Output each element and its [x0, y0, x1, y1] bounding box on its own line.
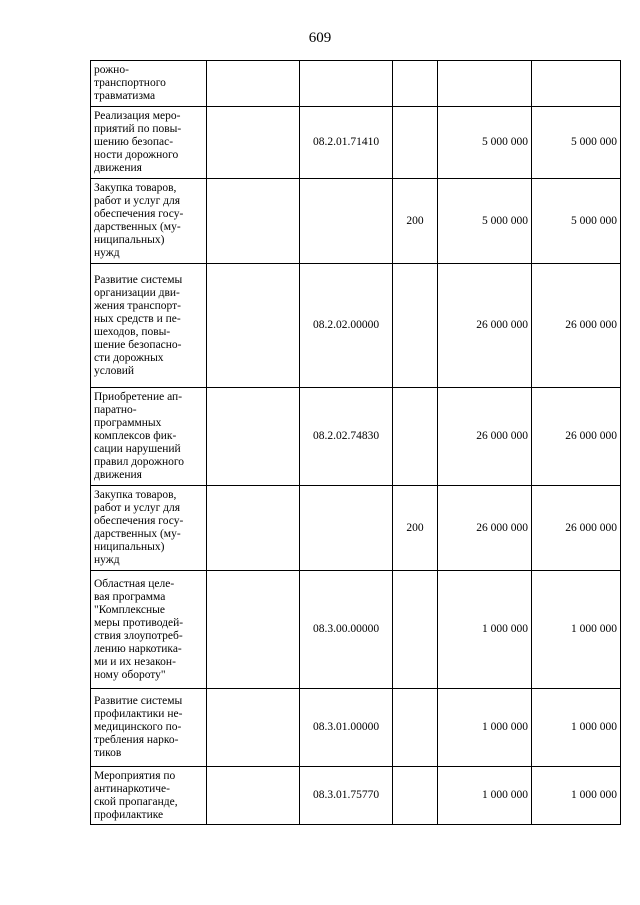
table-row — [91, 179, 621, 264]
row-amount-2-cell — [532, 61, 621, 107]
row-name-cell: Приобретение ап- паратно- программных комплексов фик- сации нарушений правил дорожного движения — [91, 388, 207, 486]
row-name-cell: Развитие системы профилактики не- медицинского по- требления нарко- тиков — [91, 689, 207, 767]
row-amount-1-cell: 1 000 000 — [438, 571, 532, 689]
table-row — [91, 388, 621, 486]
row-amount-2-cell: 5 000 000 — [532, 179, 621, 264]
row-expense-kind-cell — [393, 61, 438, 107]
row-name-cell: Закупка товаров, работ и услуг для обеспечения госу- дарственных (му- ниципальных) нужд — [91, 179, 207, 264]
row-amount-1-cell: 26 000 000 — [438, 264, 532, 388]
row-code-cell: 08.2.02.00000 — [300, 264, 393, 388]
row-code-cell — [300, 179, 393, 264]
page-number: 609 — [308, 30, 332, 46]
table-row — [91, 107, 621, 179]
row-amount-1-cell: 1 000 000 — [438, 689, 532, 767]
table-row — [91, 689, 621, 767]
row-name-cell: Реализация меро- приятий по повы- шению безопас- ности дорожного движения — [91, 107, 207, 179]
row-empty-cell — [207, 179, 300, 264]
row-amount-2-cell: 26 000 000 — [532, 388, 621, 486]
row-expense-kind-cell — [393, 264, 438, 388]
row-empty-cell — [207, 388, 300, 486]
budget-table — [90, 60, 621, 825]
row-amount-2-cell: 5 000 000 — [532, 107, 621, 179]
row-code-cell: 08.2.01.71410 — [300, 107, 393, 179]
row-expense-kind-cell — [393, 689, 438, 767]
row-expense-kind-cell — [393, 388, 438, 486]
row-code-cell: 08.2.02.74830 — [300, 388, 393, 486]
row-expense-kind-cell — [393, 107, 438, 179]
row-amount-1-cell: 26 000 000 — [438, 486, 532, 571]
table-row — [91, 767, 621, 825]
row-code-cell: 08.3.00.00000 — [300, 571, 393, 689]
row-empty-cell — [207, 61, 300, 107]
row-name-cell: Развитие системы организации дви- жения транспорт- ных средств и пе- шеходов, повы- шение безопасно- сти дорожных условий — [91, 264, 207, 388]
table-row — [91, 571, 621, 689]
row-amount-2-cell: 1 000 000 — [532, 767, 621, 825]
row-empty-cell — [207, 767, 300, 825]
table-row — [91, 486, 621, 571]
row-code-cell: 08.3.01.00000 — [300, 689, 393, 767]
row-code-cell — [300, 486, 393, 571]
row-expense-kind-cell — [393, 767, 438, 825]
row-expense-kind-cell: 200 — [393, 486, 438, 571]
row-name-cell: Закупка товаров, работ и услуг для обеспечения госу- дарственных (му- ниципальных) нужд — [91, 486, 207, 571]
row-amount-2-cell: 1 000 000 — [532, 689, 621, 767]
row-amount-2-cell: 26 000 000 — [532, 264, 621, 388]
row-amount-1-cell — [438, 61, 532, 107]
row-empty-cell — [207, 264, 300, 388]
row-amount-1-cell: 26 000 000 — [438, 388, 532, 486]
row-name-cell: Областная целе- вая программа "Комплексные меры противодей- ствия злоупотреб- лению наркотика- ми и их незакон- ному обороту" — [91, 571, 207, 689]
table-row — [91, 264, 621, 388]
table-row — [91, 61, 621, 107]
row-amount-1-cell: 1 000 000 — [438, 767, 532, 825]
row-name-cell: рожно- транспортного травматизма — [91, 61, 207, 107]
row-expense-kind-cell — [393, 571, 438, 689]
row-amount-2-cell: 26 000 000 — [532, 486, 621, 571]
row-amount-1-cell: 5 000 000 — [438, 107, 532, 179]
row-empty-cell — [207, 486, 300, 571]
row-amount-2-cell: 1 000 000 — [532, 571, 621, 689]
row-empty-cell — [207, 689, 300, 767]
row-empty-cell — [207, 571, 300, 689]
row-code-cell: 08.3.01.75770 — [300, 767, 393, 825]
row-code-cell — [300, 61, 393, 107]
budget-table-body — [91, 61, 621, 825]
row-expense-kind-cell: 200 — [393, 179, 438, 264]
row-name-cell: Мероприятия по антинаркотиче- ской пропаганде, профилактике — [91, 767, 207, 825]
row-amount-1-cell: 5 000 000 — [438, 179, 532, 264]
row-empty-cell — [207, 107, 300, 179]
